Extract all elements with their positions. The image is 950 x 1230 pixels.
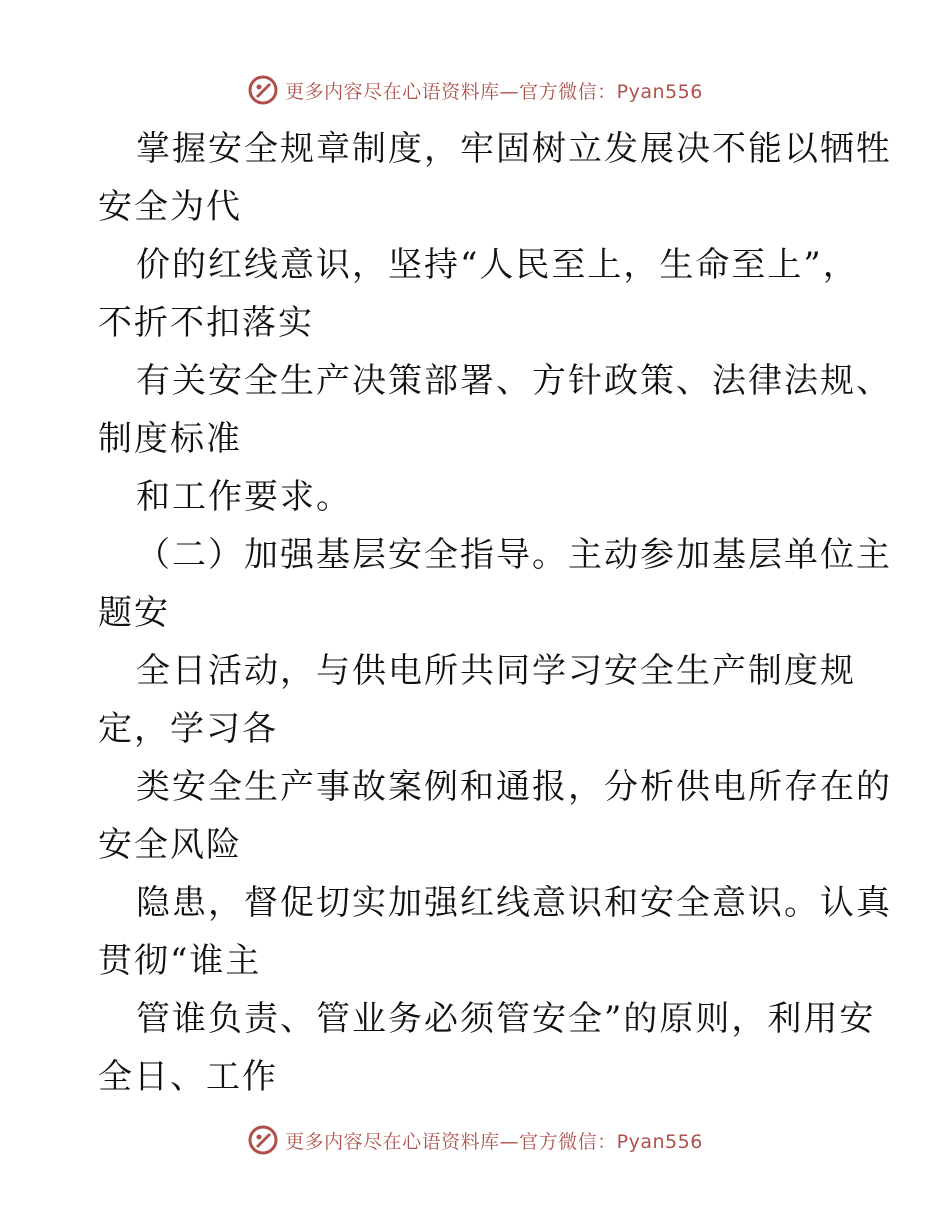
header-watermark <box>0 72 950 108</box>
document-body <box>98 120 892 1106</box>
text-line-12: 类安全生产事故案例和通报，分析供电所存在的 <box>136 767 892 807</box>
text-line-2: 安全为代 <box>98 187 242 227</box>
watermark-text: 更多内容尽在心语资料库—官方微信：Pyan556 <box>285 1130 703 1153</box>
text-line-7: 和工作要求。 <box>136 477 352 517</box>
logo-icon <box>247 74 279 106</box>
text-line-14: 隐患，督促切实加强红线意识和安全意识。认真 <box>136 883 892 923</box>
watermark-text: 更多内容尽在心语资料库—官方微信：Pyan556 <box>285 80 703 103</box>
text-line-6: 制度标准 <box>98 419 242 459</box>
logo-icon <box>247 1124 279 1156</box>
text-line-13: 安全风险 <box>98 825 242 865</box>
text-line-10: 全日活动，与供电所共同学习安全生产制度规 <box>136 651 856 691</box>
text-line-9: 题安 <box>98 593 170 633</box>
text-line-1: 掌握安全规章制度，牢固树立发展决不能以牺牲 <box>136 129 892 169</box>
text-line-16: 管谁负责、管业务必须管安全”的原则，利用安 <box>136 999 876 1039</box>
text-line-4: 不折不扣落实 <box>98 303 314 343</box>
text-line-15: 贯彻“谁主 <box>98 941 262 981</box>
text-line-17: 全日、工作 <box>98 1057 278 1097</box>
footer-watermark <box>0 1122 950 1158</box>
text-line-5: 有关安全生产决策部署、方针政策、法律法规、 <box>136 361 892 401</box>
text-line-11: 定，学习各 <box>98 709 278 749</box>
text-line-3: 价的红线意识，坚持“人民至上，生命至上”， <box>136 245 859 285</box>
text-line-8: （二）加强基层安全指导。主动参加基层单位主 <box>136 535 892 575</box>
